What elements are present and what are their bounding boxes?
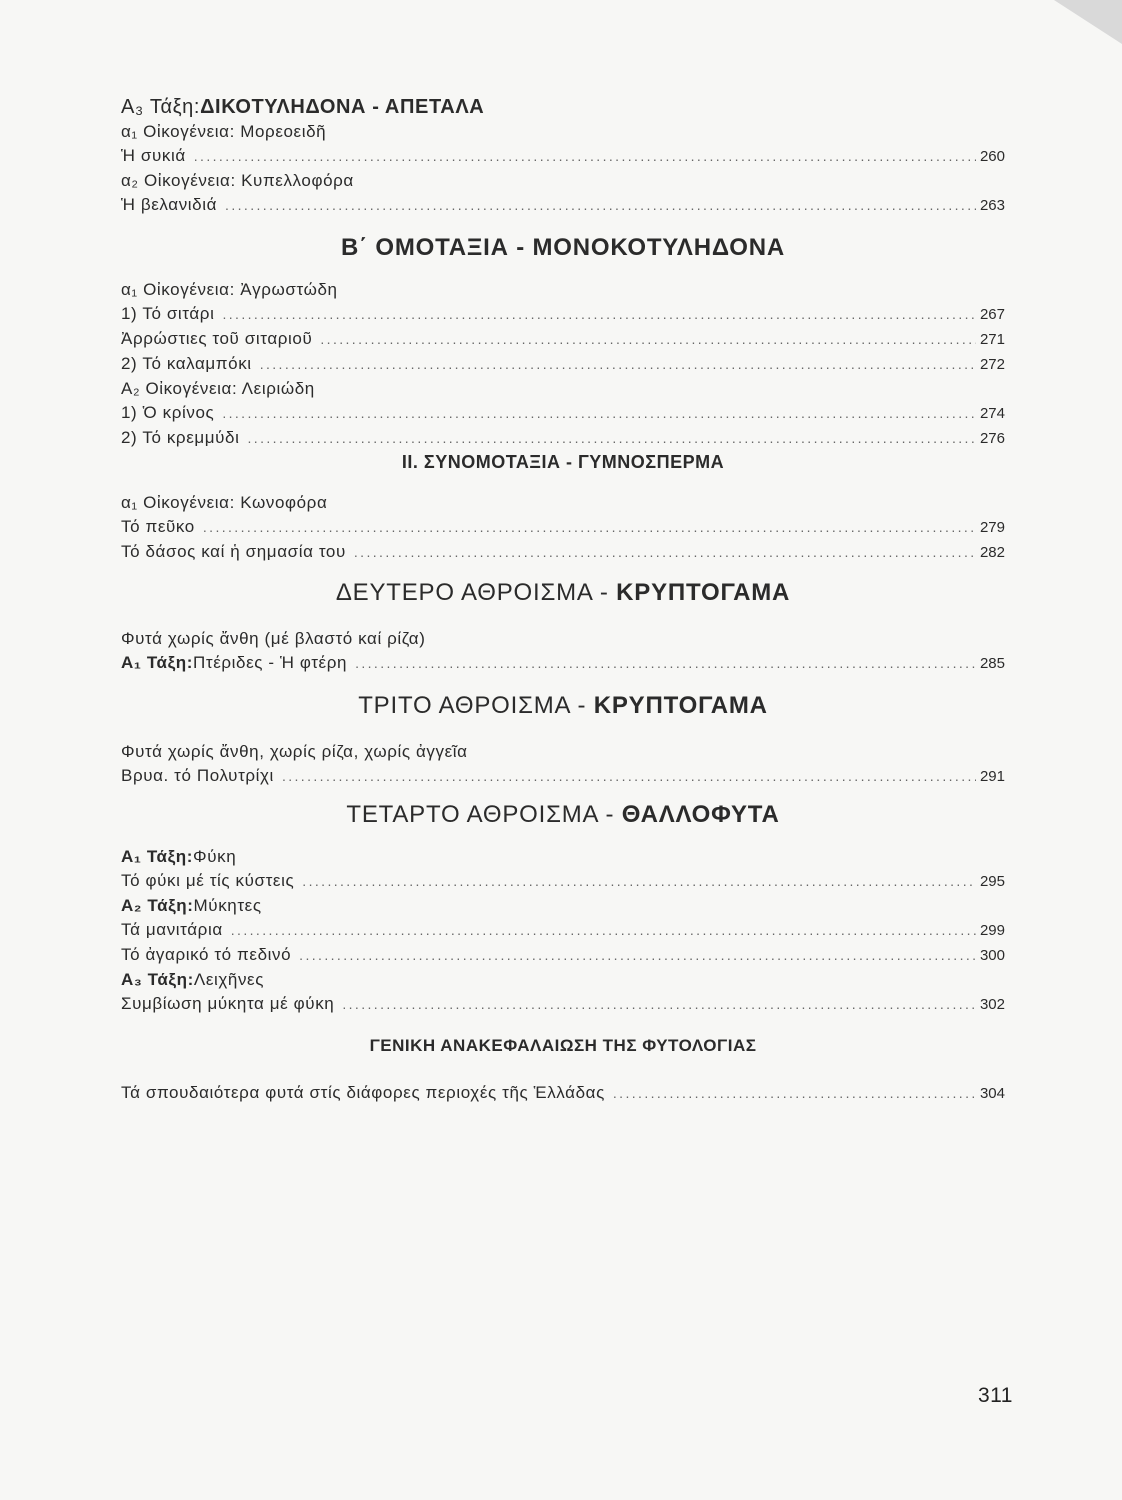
toc-entry-title: 2) Τό καλαμπόκι xyxy=(121,354,252,373)
family-label: α₁ Οἰκογένεια: Ἀγρωστώδη xyxy=(121,280,338,299)
toc-entry-title: Πτέριδες - Ἡ φτέρη xyxy=(193,653,348,672)
toc-entry-page: 285 xyxy=(979,655,1005,672)
toc-entry-title: Συμβίωση μύκητα μέ φύκη xyxy=(121,994,335,1013)
toc-entry xyxy=(121,401,1005,426)
toc-entry-title: 2) Τό κρεμμύδι xyxy=(121,428,240,447)
family-line xyxy=(121,278,1005,302)
dot-leader xyxy=(260,352,976,376)
toc-entry xyxy=(121,869,1005,894)
section-title-summary: ΓΕΝΙΚΗ ΑΝΑΚΕΦΑΛΑΙΩΣΗ ΤΗΣ ΦΥΤΟΛΟΓΙΑΣ xyxy=(369,1036,757,1055)
toc-entry-title: Βρυα. τό Πολυτρίχι xyxy=(121,766,274,785)
section-title-ii: II. ΣΥΝΟΜΟΤΑΞΙΑ - ΓΥΜΝΟΣΠΕΡΜΑ xyxy=(401,452,725,472)
class-line xyxy=(121,845,1005,869)
toc-entry-title: Τά σπουδαιότερα φυτά στίς διάφορες περιοχές τῆς Ἑλλάδας xyxy=(121,1083,605,1102)
toc-entry-page: 263 xyxy=(979,197,1005,214)
class-prefix: A₂ Τάξη: xyxy=(121,896,194,915)
toc-entry xyxy=(121,918,1005,943)
toc-entry xyxy=(121,426,1005,451)
description-line xyxy=(121,740,1005,764)
toc-entry-page: 304 xyxy=(979,1085,1005,1102)
description-line xyxy=(121,627,1005,651)
toc-entry xyxy=(121,540,1005,565)
family-label: α₁ Οἰκογένεια: Μορεοειδῆ xyxy=(121,122,327,141)
toc-entry-page: 272 xyxy=(979,356,1005,373)
toc-entry xyxy=(121,193,1005,218)
dot-leader xyxy=(282,764,976,788)
class-heading-prefix: A₃ Τάξη: xyxy=(121,96,201,118)
toc-entry-title: 1) Τό σιτάρι xyxy=(121,304,215,323)
toc-entry-page: 282 xyxy=(979,544,1005,561)
page-corner-shadow xyxy=(1054,0,1122,44)
page-number: 311 xyxy=(978,1384,1013,1407)
dot-leader xyxy=(354,540,976,564)
class-prefix: A₁ Τάξη: xyxy=(121,653,194,672)
class-prefix: A₃ Τάξη: xyxy=(121,970,194,989)
section-title-light: ΤΕΤΑΡΤΟ ΑΘΡΟΙΣΜΑ - xyxy=(346,801,622,828)
section-title-fourth xyxy=(121,801,1005,829)
dot-leader xyxy=(225,193,976,217)
toc-entry-page: 260 xyxy=(979,148,1005,165)
toc-entry-title: Ἡ βελανιδιά xyxy=(121,195,218,214)
toc-entry-page: 299 xyxy=(979,922,1005,939)
dot-leader xyxy=(203,515,976,539)
table-of-contents xyxy=(121,94,1005,1106)
class-line xyxy=(121,968,1005,992)
toc-entry-page: 274 xyxy=(979,405,1005,422)
toc-entry xyxy=(121,1081,1005,1106)
dot-leader xyxy=(222,401,976,425)
family-label: α₂ Οἰκογένεια: Κυπελλοφόρα xyxy=(121,171,354,190)
toc-entry-title: Ἀρρώστιες τοῦ σιταριοῦ xyxy=(121,329,313,348)
family-line xyxy=(121,120,1005,144)
toc-entry-page: 291 xyxy=(979,768,1005,785)
toc-entry xyxy=(121,144,1005,169)
class-line xyxy=(121,894,1005,918)
toc-entry-title: 1) Ὁ κρίνος xyxy=(121,403,215,422)
toc-entry-title: Τό φύκι μέ τίς κύστεις xyxy=(121,871,295,890)
family-line xyxy=(121,377,1005,401)
toc-entry xyxy=(121,992,1005,1017)
class-heading-title: ΔΙΚΟΤΥΛΗΔΟΝΑ - ΑΠΕΤΑΛΑ xyxy=(200,96,485,118)
family-line xyxy=(121,491,1005,515)
section-title-second xyxy=(121,579,1005,607)
dot-leader xyxy=(299,943,976,967)
toc-entry-page: 271 xyxy=(979,331,1005,348)
section-title-light: ΔΕΥΤΕΡΟ ΑΘΡΟΙΣΜΑ - xyxy=(335,579,617,606)
toc-entry-page: 276 xyxy=(979,430,1005,447)
toc-entry-title: Τά μανιτάρια xyxy=(121,920,223,939)
section-title-strong: ΚΡΥΠΤΟΓΑΜΑ xyxy=(616,579,791,606)
toc-entry-page: 267 xyxy=(979,306,1005,323)
dot-leader xyxy=(231,918,976,942)
toc-entry xyxy=(121,651,1005,676)
dot-leader xyxy=(320,327,976,351)
toc-entry xyxy=(121,302,1005,327)
section-title-light: ΤΡΙΤΟ ΑΘΡΟΙΣΜΑ - xyxy=(358,692,594,719)
section-title-b: Β΄ ΟΜΟΤΑΞΙΑ - ΜΟΝΟΚΟΤΥΛΗΔΟΝΑ xyxy=(340,234,786,261)
toc-entry-page: 279 xyxy=(979,519,1005,536)
family-label: α₁ Οἰκογένεια: Κωνοφόρα xyxy=(121,493,328,512)
toc-entry-page: 300 xyxy=(979,947,1005,964)
family-line xyxy=(121,169,1005,193)
class-prefix: A₁ Τάξη: xyxy=(121,847,194,866)
dot-leader xyxy=(613,1081,976,1105)
description-text: Φυτά χωρίς ἄνθη (μέ βλαστό καί ρίζα) xyxy=(121,629,426,648)
toc-entry-page: 295 xyxy=(979,873,1005,890)
toc-entry-title: Τό πεῦκο xyxy=(121,517,195,536)
dot-leader xyxy=(342,992,976,1016)
dot-leader xyxy=(302,869,976,893)
toc-entry xyxy=(121,943,1005,968)
dot-leader xyxy=(248,426,976,450)
class-name: Μύκητες xyxy=(193,896,262,915)
section-title-strong: ΚΡΥΠΤΟΓΑΜΑ xyxy=(593,692,768,719)
toc-entry xyxy=(121,764,1005,789)
class-name: Λειχῆνες xyxy=(193,970,265,989)
dot-leader xyxy=(355,651,976,675)
family-label: A₂ Οἰκογένεια: Λειριώδη xyxy=(121,379,315,398)
dot-leader xyxy=(194,144,976,168)
toc-entry xyxy=(121,515,1005,540)
section-title-strong: ΘΑΛΛΟΦΥΤΑ xyxy=(621,801,780,828)
toc-entry xyxy=(121,352,1005,377)
dot-leader xyxy=(222,302,976,326)
toc-entry-title: Τό δάσος καί ἡ σημασία του xyxy=(121,542,346,561)
description-text: Φυτά χωρίς ἄνθη, χωρίς ρίζα, χωρίς ἀγγεῖα xyxy=(121,742,468,761)
section-title-third xyxy=(121,692,1005,720)
toc-entry-title: Ἡ συκιά xyxy=(121,146,186,165)
toc-entry-title: Τό ἀγαρικό τό πεδινό xyxy=(121,945,292,964)
toc-entry xyxy=(121,327,1005,352)
toc-entry-page: 302 xyxy=(979,996,1005,1013)
class-heading-a3 xyxy=(121,94,1005,120)
class-name: Φύκη xyxy=(193,847,237,866)
